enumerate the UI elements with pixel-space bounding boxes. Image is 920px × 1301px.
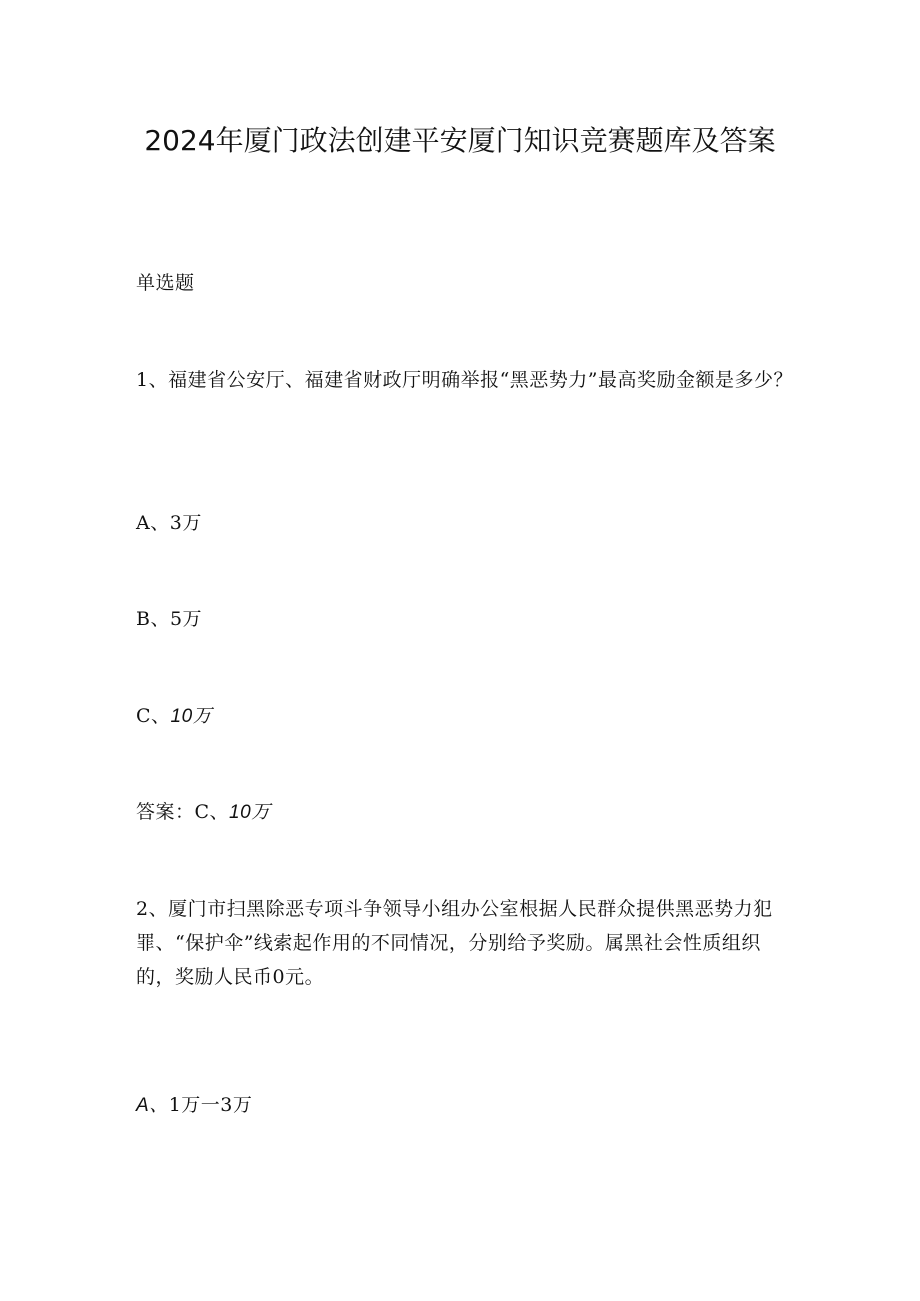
question-1-option-b <box>136 602 796 636</box>
option-value: 3万 <box>169 512 202 534</box>
section-label: 单选题 <box>136 272 195 294</box>
answer-value: 10万 <box>229 802 271 823</box>
question-2-text: 2、厦门市扫黑除恶专项斗争领导小组办公室根据人民群众提供黑恶势力犯罪、“保护伞”线索起作用的不同情况，分别给予奖励。属黑社会性质组织的，奖励人民币0元。 <box>136 898 773 988</box>
option-value: 1万一3万 <box>168 1094 253 1116</box>
option-value: 10万 <box>170 706 213 727</box>
option-prefix: B、 <box>136 608 170 630</box>
document-title: 2024年厦门政法创建平安厦门知识竞赛题库及答案 <box>144 124 776 157</box>
question-1-option-c <box>136 699 796 734</box>
option-prefix: A、 <box>136 512 170 534</box>
question-1-answer <box>136 795 796 830</box>
question-1-option-a <box>136 506 796 540</box>
option-prefix: A、 <box>136 1095 169 1116</box>
question-1-text: 1、福建省公安厅、福建省财政厅明确举报“黑恶势力”最高奖励金额是多少？ <box>136 369 794 391</box>
option-value: 5万 <box>169 608 203 630</box>
option-prefix: C、 <box>136 705 171 727</box>
question-2-option-a <box>136 1088 796 1123</box>
answer-label: 答案：C、 <box>136 801 230 823</box>
